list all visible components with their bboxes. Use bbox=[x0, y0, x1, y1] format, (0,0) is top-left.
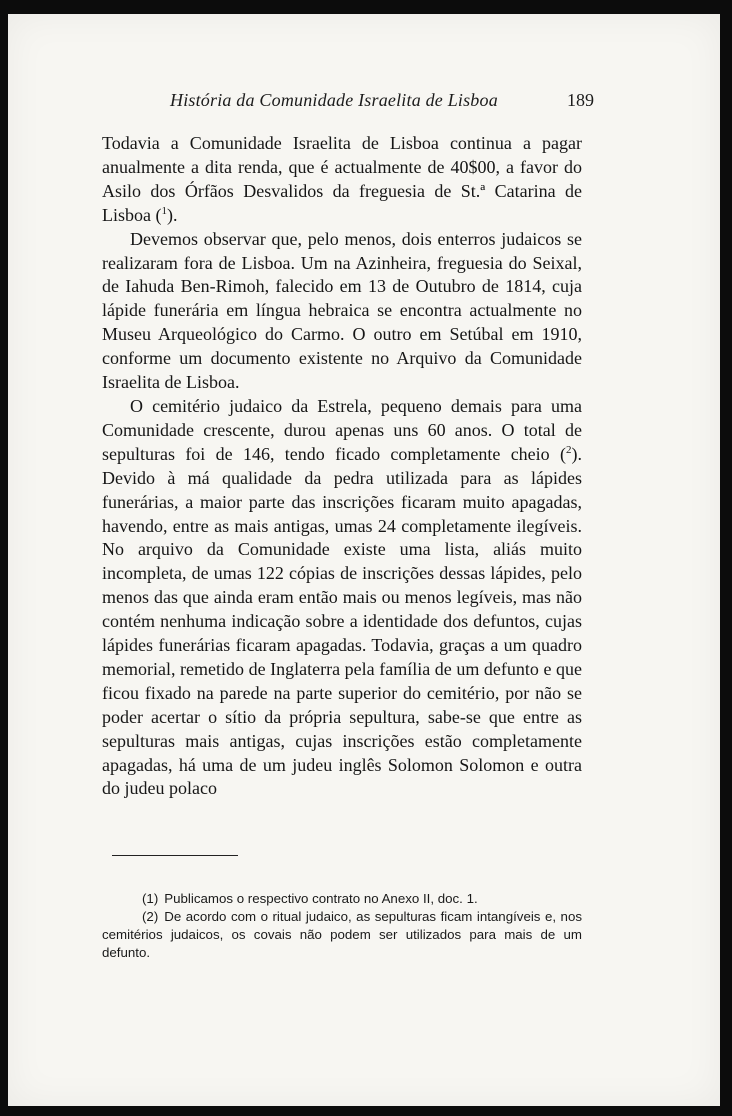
running-header-title: História da Comunidade Israelita de Lisboa bbox=[170, 90, 498, 110]
paragraph-1-text: Todavia a Comunidade Israelita de Lisboa continua a pagar anualmente a dita renda, que é actualmente de 40$00, a favor do Asilo dos Órfãos Desvalidos da freguesia de St.ª Catarina de Lisboa ( bbox=[102, 133, 582, 225]
paragraph-1 bbox=[102, 132, 582, 228]
footnote-1-text: Publicamos o respectivo contrato no Anexo II, doc. 1. bbox=[164, 891, 478, 906]
paragraph-3-text: O cemitério judaico da Estrela, pequeno demais para uma Comunidade crescente, durou apenas uns 60 anos. O total de sepulturas foi de 146, tendo ficado completamente cheio ( bbox=[102, 395, 582, 464]
footnote-ref-2: 2 bbox=[566, 443, 572, 456]
footnote-separator bbox=[112, 855, 238, 856]
page-number: 189 bbox=[567, 90, 594, 110]
scan-border-left bbox=[0, 0, 8, 1116]
paragraph-2: Devemos observar que, pelo menos, dois enterros judaicos se realizaram fora de Lisboa. Um na Azinheira, freguesia do Seixal, de Iahuda Ben-Rimoh, falecido em 13 de Outubro de 1814, cuja lápide funerária em língua hebraica se encontra actualmente no Museu Arqueológico do Carmo. O outro em Setúbal em 1910, conforme um documento existente no Arquivo da Comunidade Israelita de Lisboa. bbox=[102, 228, 582, 393]
footnotes bbox=[102, 890, 582, 962]
paragraph-3-rest: ). Devido à má qualidade da pedra utilizada para as lápides funerárias, a maior parte das inscrições ficaram muito apagadas, havendo, entre as mais antigas, umas 24 completamente ilegíveis. No arquivo da Comunidade existe uma lista, aliás muito incompleta, de umas 122 cópias de inscrições dessas lápides, pelo menos das que ainda eram então mais ou menos legíveis, mas não contém nenhuma indicação sobre a identidade dos defuntos, cujas lápides funerárias ficaram apagadas. Todavia, graças a um quadro memorial, remetido de Inglaterra pela família de um defunto e que ficou fixado na parede na parte superior do cemitério, por não se poder acertar o sítio da própria sepultura, sabe-se que entre as sepulturas mais antigas, cujas inscrições estão completamente apagadas, há uma de um judeu inglês Solomon Solomon e outra do judeu polaco bbox=[102, 443, 582, 799]
footnote-2-text: De acordo com o ritual judaico, as sepulturas ficam intangíveis e, nos cemitérios judaicos, os covais não podem ser utilizados para mais de um defunto. bbox=[102, 909, 582, 960]
book-page bbox=[8, 14, 720, 1106]
running-header bbox=[170, 90, 594, 114]
scan-border-bottom bbox=[0, 1106, 732, 1116]
body-text bbox=[102, 132, 582, 801]
scan-border-top bbox=[0, 0, 732, 14]
footnote-1 bbox=[102, 890, 582, 908]
paragraph-3 bbox=[102, 395, 582, 801]
footnote-1-mark: (1) bbox=[142, 891, 159, 906]
footnote-ref-1: 1 bbox=[161, 204, 167, 217]
footnote-2 bbox=[102, 908, 582, 962]
paragraph-1-end: ). bbox=[166, 204, 178, 225]
footnote-2-mark: (2) bbox=[142, 909, 159, 924]
scan-border-right bbox=[720, 0, 732, 1116]
